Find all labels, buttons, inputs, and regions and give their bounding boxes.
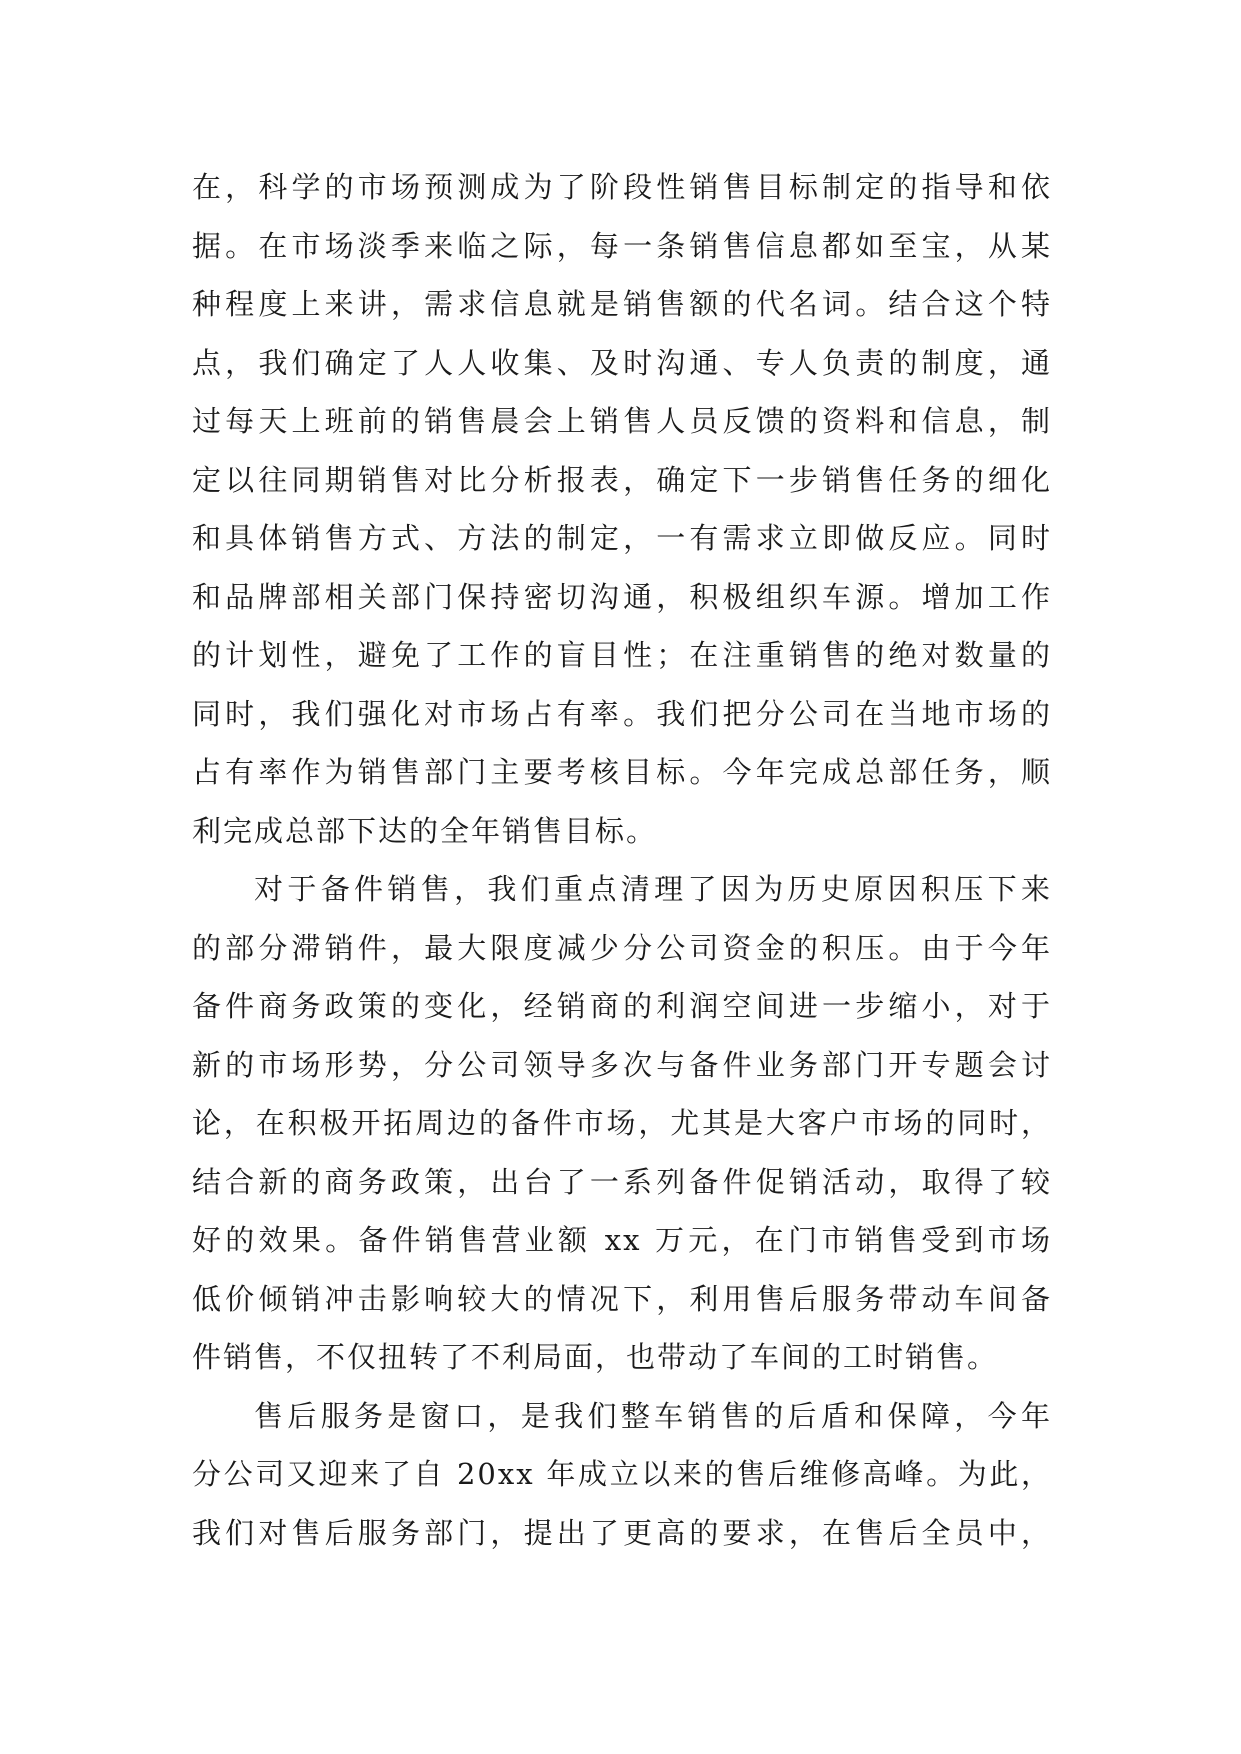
document-body <box>192 158 1052 1562</box>
paragraph-line: 据。在市场淡季来临之际，每一条销售信息都如至宝，从某 <box>192 228 1052 263</box>
paragraph-line: 售后服务是窗口，是我们整车销售的后盾和保障，今年 <box>254 1398 1052 1433</box>
paragraph-line: 分公司又迎来了自 20xx 年成立以来的售后维修高峰。为此， <box>192 1457 1052 1491</box>
paragraph-line: 在，科学的市场预测成为了阶段性销售目标制定的指导和依 <box>192 170 1052 204</box>
paragraph-line: 好的效果。备件销售营业额 xx 万元，在门市销售受到市场 <box>192 1223 1052 1257</box>
paragraph-parts-sales <box>192 860 1052 1387</box>
paragraph-line: 同时，我们强化对市场占有率。我们把分公司在当地市场的 <box>192 696 1052 731</box>
paragraph-line: 我们对售后服务部门，提出了更高的要求，在售后全员中， <box>192 1515 1052 1550</box>
paragraph-market-forecast <box>192 158 1052 860</box>
paragraph-line: 利完成总部下达的全年销售目标。 <box>192 813 658 848</box>
paragraph-line: 和具体销售方式、方法的制定，一有需求立即做反应。同时 <box>192 521 1052 555</box>
paragraph-line: 种程度上来讲，需求信息就是销售额的代名词。结合这个特 <box>192 287 1052 321</box>
paragraph-line: 和品牌部相关部门保持密切沟通，积极组织车源。增加工作 <box>192 579 1052 614</box>
paragraph-line: 占有率作为销售部门主要考核目标。今年完成总部任务，顺 <box>192 755 1052 789</box>
paragraph-line: 的计划性，避免了工作的盲目性；在注重销售的绝对数量的 <box>192 638 1052 672</box>
paragraph-line: 新的市场形势，分公司领导多次与备件业务部门开专题会讨 <box>192 1047 1052 1082</box>
paragraph-line: 备件商务政策的变化，经销商的利润空间进一步缩小，对于 <box>192 989 1052 1023</box>
paragraph-line: 低价倾销冲击影响较大的情况下，利用售后服务带动车间备 <box>192 1281 1052 1316</box>
paragraph-after-sales-service <box>192 1387 1052 1563</box>
paragraph-line: 定以往同期销售对比分析报表，确定下一步销售任务的细化 <box>192 462 1052 497</box>
paragraph-line: 对于备件销售，我们重点清理了因为历史原因积压下来 <box>254 872 1052 906</box>
paragraph-line: 过每天上班前的销售晨会上销售人员反馈的资料和信息，制 <box>192 404 1052 438</box>
paragraph-line: 论，在积极开拓周边的备件市场，尤其是大客户市场的同时， <box>192 1106 1052 1140</box>
paragraph-line: 的部分滞销件，最大限度减少分公司资金的积压。由于今年 <box>192 930 1052 965</box>
paragraph-line: 点，我们确定了人人收集、及时沟通、专人负责的制度，通 <box>192 345 1052 380</box>
paragraph-line: 件销售，不仅扭转了不利局面，也带动了车间的工时销售。 <box>192 1340 999 1374</box>
paragraph-line: 结合新的商务政策，出台了一系列备件促销活动，取得了较 <box>192 1164 1052 1199</box>
